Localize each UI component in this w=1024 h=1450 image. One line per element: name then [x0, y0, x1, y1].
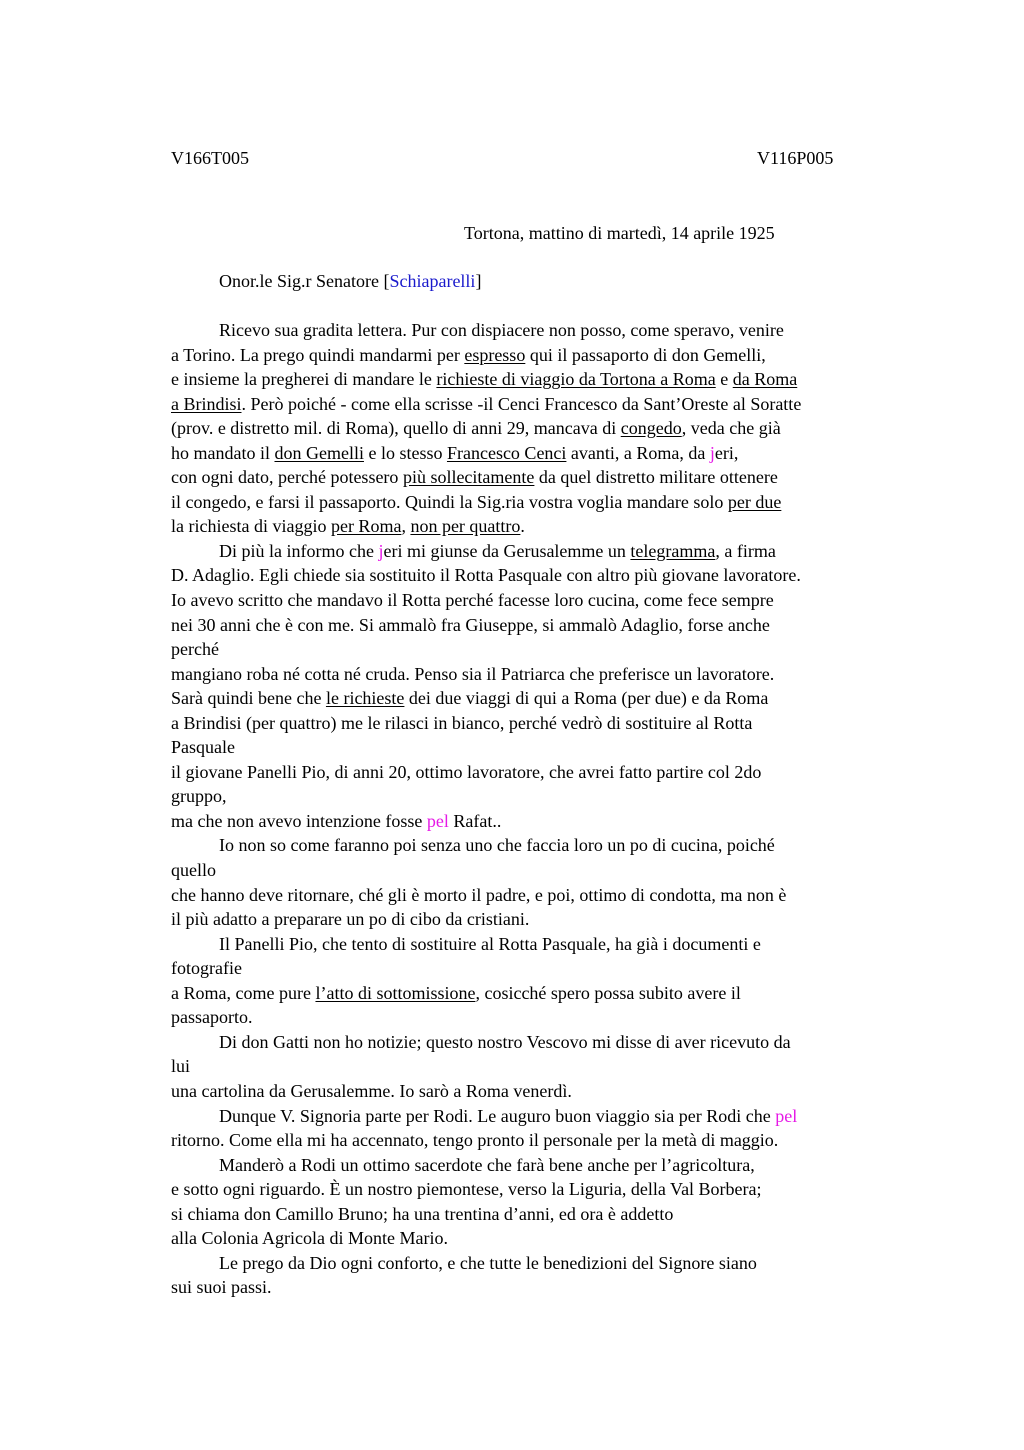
highlighted-text: j [709, 442, 715, 463]
letter-line [171, 416, 911, 441]
letter-line [171, 1030, 911, 1055]
underlined-text: a Brindisi [171, 393, 242, 414]
text-run: e [715, 369, 733, 390]
letter-line [171, 735, 911, 760]
underlined-text: le richieste [325, 688, 405, 709]
text-run: eri mi giunse da Gerusalemme un [383, 540, 631, 561]
text-run: , cosicché spero possa subito avere il [475, 982, 741, 1003]
text-run: , veda che già [681, 418, 781, 439]
letter-line [171, 1054, 911, 1079]
letter-line [171, 465, 911, 490]
text-run: , [401, 516, 411, 537]
archive-code-right: V116P005 [757, 148, 834, 168]
letter-line [171, 686, 911, 711]
text-run: qui il passaporto di don Gemelli, [525, 344, 766, 365]
archive-code-left: V166T005 [171, 148, 249, 168]
letter-line [171, 563, 911, 588]
salutation-suffix: ] [475, 271, 482, 291]
text-run: mangiano roba né cotta né cruda. Penso sia il Patriarca che preferisce un lavoratore. [171, 663, 775, 684]
text-run: si chiama don Camillo Bruno; ha una trentina d’anni, ed ora è addetto [171, 1203, 674, 1224]
letter-line [171, 858, 911, 883]
letter-line [171, 637, 911, 662]
letter-body [171, 318, 911, 1300]
letter-line [171, 539, 911, 564]
text-run: Pasquale [171, 737, 235, 758]
text-run: . [520, 516, 525, 537]
text-run: fotografie [171, 958, 242, 979]
letter-line [171, 932, 911, 957]
letter-line [171, 883, 911, 908]
text-run: Io non so come faranno poi senza uno che faccia loro un po di cucina, poiché [219, 835, 775, 856]
text-run: che hanno deve ritornare, ché gli è morto il padre, e poi, ottimo di condotta, ma non è [171, 884, 787, 905]
letter-line [171, 1251, 911, 1276]
text-run: perché [171, 639, 219, 660]
text-run: nei 30 anni che è con me. Si ammalò fra Giuseppe, si ammalò Adaglio, forse anche [171, 614, 770, 635]
text-run: Dunque V. Signoria parte per Rodi. Le auguro buon viaggio sia per Rodi che [219, 1105, 776, 1126]
text-run: Sarà quindi bene che [171, 688, 326, 709]
text-run: da quel distretto militare ottenere [534, 467, 778, 488]
letter-line [171, 981, 911, 1006]
text-run: lui [171, 1056, 191, 1077]
underlined-text: l’atto di sottomissione [315, 982, 476, 1003]
underlined-text: espresso [464, 344, 526, 365]
letter-line [171, 1226, 911, 1251]
text-run: ritorno. Come ella mi ha accennato, tengo pronto il personale per la metà di maggio. [171, 1130, 779, 1151]
underlined-text: telegramma [630, 540, 716, 561]
text-run: sui suoi passi. [171, 1277, 272, 1298]
text-run: a Torino. La prego quindi mandarmi per [171, 344, 465, 365]
letter-line [171, 1153, 911, 1178]
letter-line [171, 711, 911, 736]
text-run: dei due viaggi di qui a Roma (per due) e da Roma [404, 688, 769, 709]
text-run: D. Adaglio. Egli chiede sia sostituito il Rotta Pasquale con altro più giovane lavoratore. [171, 565, 801, 586]
highlighted-text: j [378, 540, 384, 561]
underlined-text: richieste di viaggio da Tortona a Roma [436, 369, 716, 390]
text-run: quello [171, 860, 216, 881]
text-run: e insieme la pregherei di mandare le [171, 369, 437, 390]
letter-line [171, 490, 911, 515]
letter-line [171, 343, 911, 368]
letter-line [171, 1275, 911, 1300]
letter-line [171, 1202, 911, 1227]
letter-line [171, 318, 911, 343]
letter-line [171, 760, 911, 785]
text-run: eri, [714, 442, 739, 463]
letter-line [171, 441, 911, 466]
text-run: con ogni dato, perché potessero [171, 467, 403, 488]
highlighted-text: pel [426, 810, 449, 831]
text-run: e lo stesso [363, 442, 447, 463]
text-run: il congedo, e farsi il passaporto. Quindi la Sig.ria vostra voglia mandare solo [171, 491, 728, 512]
text-run: gruppo, [171, 786, 227, 807]
letter-line [171, 662, 911, 687]
letter-line [171, 613, 911, 638]
letter-line [171, 1104, 911, 1129]
text-run: Di più la informo che [219, 540, 379, 561]
underlined-text: da Roma [732, 369, 798, 390]
underlined-text: Francesco Cenci [446, 442, 567, 463]
salutation-prefix: Onor.le Sig.r Senatore [ [219, 271, 390, 291]
text-run: Di don Gatti non ho notizie; questo nostro Vescovo mi disse di aver ricevuto da [219, 1031, 791, 1052]
underlined-text: congedo [620, 418, 682, 439]
text-run: avanti, a Roma, da [566, 442, 710, 463]
letter-line [171, 956, 911, 981]
text-run: (prov. e distretto mil. di Roma), quello di anni 29, mancava di [171, 418, 621, 439]
underlined-text: per Roma [330, 516, 402, 537]
text-run: a Brindisi (per quattro) me le rilasci in bianco, perché vedrò di sostituire al Rotta [171, 712, 753, 733]
text-run: passaporto. [171, 1007, 253, 1028]
text-run: Il Panelli Pio, che tento di sostituire al Rotta Pasquale, ha già i documenti e [219, 933, 761, 954]
letter-line [171, 392, 911, 417]
letter-line [171, 367, 911, 392]
letter-line [171, 907, 911, 932]
text-run: Ricevo sua gradita lettera. Pur con dispiacere non posso, come speravo, venire [219, 320, 784, 340]
underlined-text: non per quattro [410, 516, 521, 537]
text-run: . Però poiché - come ella scrisse -il Cenci Francesco da Sant’Oreste al Soratte [241, 393, 802, 414]
text-run: , a firma [715, 540, 776, 561]
highlighted-text: pel [775, 1105, 798, 1126]
letter-line [171, 809, 911, 834]
letter-line [171, 833, 911, 858]
letter-line [171, 1079, 911, 1104]
letter-line [171, 784, 911, 809]
letter-line [171, 1177, 911, 1202]
text-run: Io avevo scritto che mandavo il Rotta perché facesse loro cucina, come fece sempre [171, 590, 774, 611]
text-run: il più adatto a preparare un po di cibo da cristiani. [171, 909, 530, 930]
text-run: ma che non avevo intenzione fosse [171, 810, 427, 831]
text-run: la richiesta di viaggio [171, 516, 331, 537]
recipient-name: Schiaparelli [389, 271, 476, 291]
text-run: il giovane Panelli Pio, di anni 20, ottimo lavoratore, che avrei fatto partire col 2do [171, 761, 762, 782]
underlined-text: per due [727, 491, 782, 512]
letter-line [171, 514, 911, 539]
text-run: Rafat.. [448, 810, 502, 831]
underlined-text: don Gemelli [274, 442, 364, 463]
letter-line [171, 1128, 911, 1153]
text-run: una cartolina da Gerusalemme. Io sarò a Roma venerdì. [171, 1080, 572, 1101]
letter-line [171, 588, 911, 613]
letter-line [171, 1005, 911, 1030]
text-run: Le prego da Dio ogni conforto, e che tutte le benedizioni del Signore siano [219, 1252, 757, 1273]
text-run: a Roma, come pure [171, 982, 316, 1003]
text-run: e sotto ogni riguardo. È un nostro piemontese, verso la Liguria, della Val Borbera; [171, 1179, 762, 1200]
salutation [219, 269, 481, 293]
dateline: Tortona, mattino di martedì, 14 aprile 1925 [464, 223, 775, 243]
text-run: ho mandato il [171, 442, 275, 463]
underlined-text: più sollecitamente [402, 467, 535, 488]
text-run: alla Colonia Agricola di Monte Mario. [171, 1228, 448, 1249]
text-run: Manderò a Rodi un ottimo sacerdote che farà bene anche per l’agricoltura, [219, 1154, 755, 1175]
